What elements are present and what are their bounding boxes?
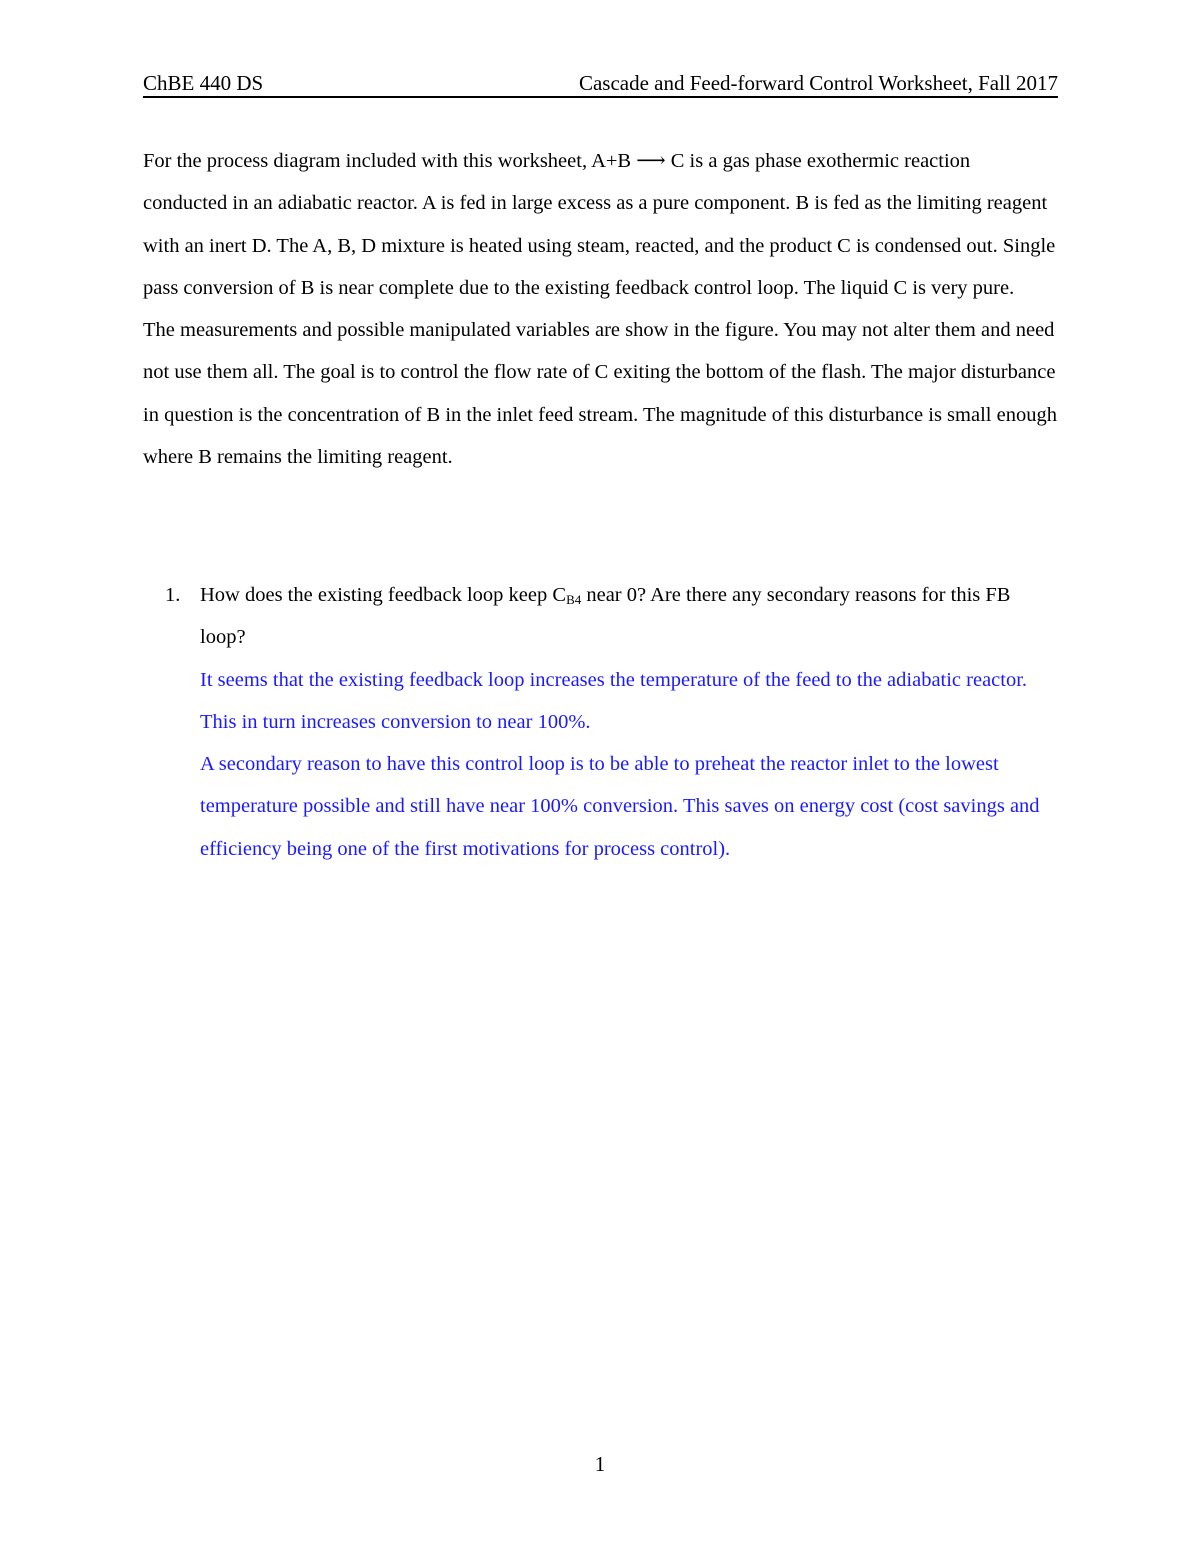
worksheet-title: Cascade and Feed-forward Control Worksheet, Fall 2017 [578, 71, 1058, 95]
question-subscript: B4 [566, 592, 582, 607]
question-text [200, 574, 1058, 659]
question-item [143, 574, 1058, 870]
intro-paragraph-2: The measurements and possible manipulated variables are show in the figure. You may not alter them and need not use them all. The goal is to control the flow rate of C exiting the bottom of the flash. The major disturbance in question is the concentration of B in the inlet feed stream. The magnitude of this disturbance is small enough where B remains the limiting reagent. [143, 319, 1057, 469]
header-rule [143, 96, 1058, 98]
question-text-end: near 0? Are there any secondary reasons for this FB loop? [200, 584, 1011, 649]
answer-paragraph-2: A secondary reason to have this control loop is to be able to preheat the reactor inlet to the lowest temperature possible and still have near 100% conversion. This saves on energy cost (cost savings and efficiency being one of the first motivations for process control). [200, 753, 1040, 860]
intro-paragraph-1: For the process diagram included with this worksheet, A+B ⟶ C is a gas phase exothermic reaction conducted in an adiabatic reactor. A is fed in large excess as a pure component. B is fed as the limiting reagent with an inert D. The A, B, D mixture is heated using steam, reacted, and the product C is condensed out. Single pass conversion of B is near complete due to the existing feedback control loop. The liquid C is very pure. [143, 150, 1056, 299]
question-number: 1. [165, 584, 181, 606]
answer-paragraph-1: It seems that the existing feedback loop increases the temperature of the feed to the adiabatic reactor. This in turn increases conversion to near 100%. [200, 668, 1028, 733]
question-text-start: How does the existing feedback loop keep C [200, 584, 567, 606]
course-code: ChBE 440 DS [143, 71, 264, 95]
question-list [143, 574, 1058, 870]
page-number: 1 [594, 1452, 606, 1476]
intro-section [143, 140, 1058, 478]
